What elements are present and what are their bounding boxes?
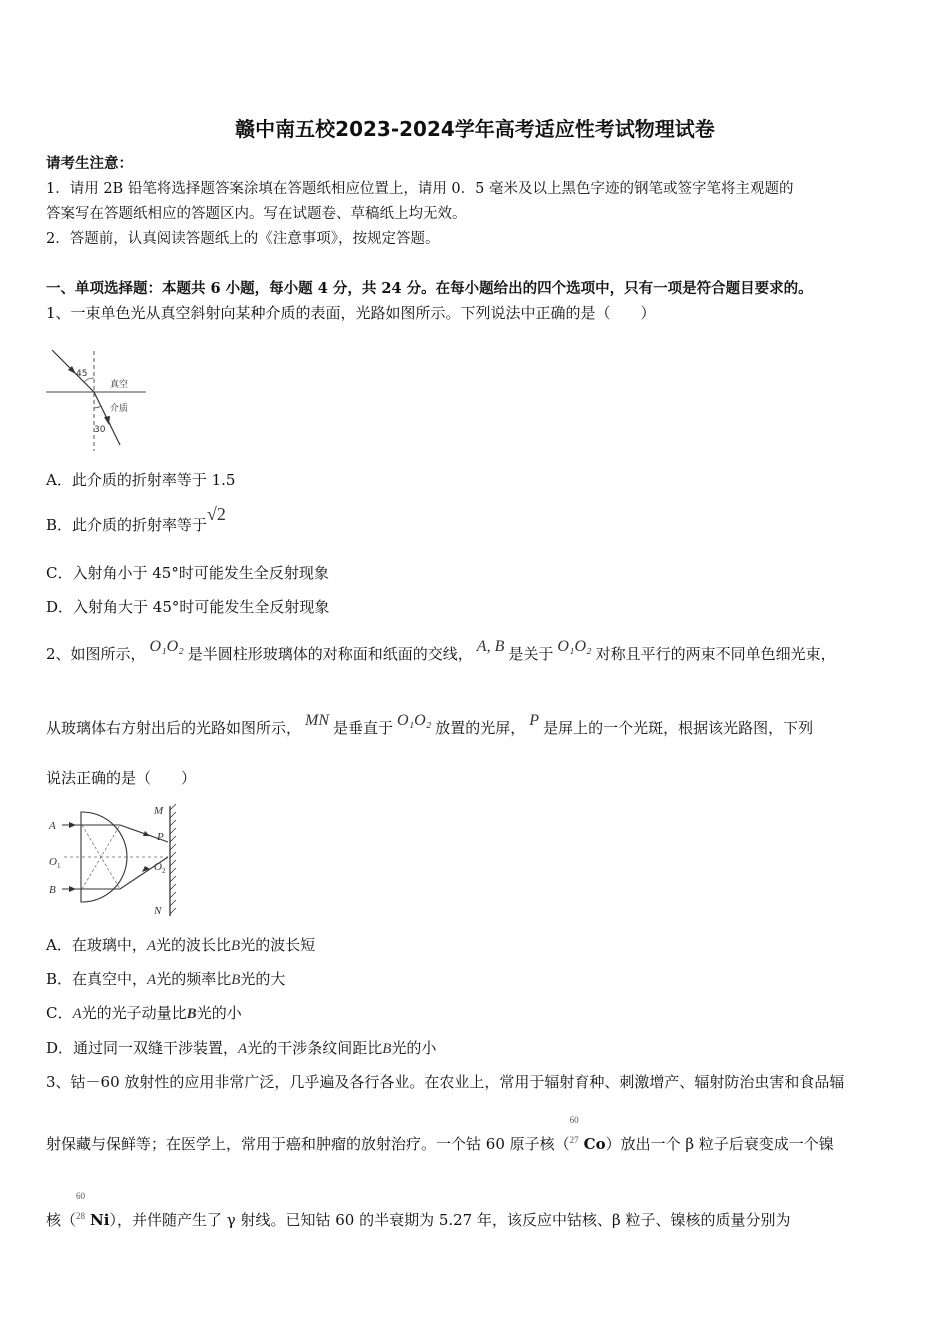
notice-line-2: 2．答题前，认真阅读答题纸上的《注意事项》，按规定答题。 [46, 231, 440, 247]
q2-option-math: A [238, 1041, 248, 1057]
page-title: 赣中南五校2023-2024学年高考适应性考试物理试卷 [235, 117, 715, 141]
q3-ni-mass: 60 [76, 1191, 86, 1201]
q2-label-a: A [49, 820, 56, 832]
q2-text: 放置的光屏， [435, 719, 526, 737]
q3-co-symbol: Co [583, 1135, 606, 1153]
q1-medium-label: 介质 [110, 404, 129, 414]
q2-option-text: D．通过同一双缝干涉装置， [46, 1039, 239, 1057]
q2-label-n: N [154, 905, 162, 917]
q2-label-b: B [49, 884, 56, 896]
q2-text: 对称且平行的两束不同单色细光束， [595, 645, 836, 663]
q2-option-text: 光的干涉条纹间距比 [247, 1039, 383, 1057]
q2-math-ab: A, B [476, 638, 505, 655]
q2-option-text: B．在真空中， [46, 970, 148, 988]
q2-stem-line-1 [46, 638, 836, 664]
notice-line-1a: 1．请用 2B 铅笔将选择题答案涂填在答题纸相应位置上，请用 0．5 毫米及以上黑色字迹的钢笔或签字笔将主观题的 [46, 181, 794, 197]
q2-screen-hatch [170, 804, 176, 914]
q2-option-d [46, 1037, 436, 1058]
q2-math-mn: MN [305, 712, 330, 729]
q1-stem: 1、一束单色光从真空斜射向某种介质的表面，光路如图所示。下列说法中正确的是（ ） [46, 304, 656, 322]
q2-ray-a-out-arrow [143, 831, 150, 836]
q2-option-b [46, 968, 285, 989]
q2-text: 是半圆柱形玻璃体的对称面和纸面的交线， [187, 645, 473, 663]
section-heading: 一、单项选择题：本题共 6 小题，每小题 4 分，共 24 分。在每小题给出的四个选项中，只有一项是符合题目要求的。 [46, 280, 813, 297]
q2-label-o1: O [49, 856, 57, 868]
q3-ni-symbol: Ni [90, 1211, 110, 1229]
q2-ray-a-arrow [69, 822, 76, 828]
q2-label-o1-sub: 1 [57, 862, 61, 870]
q3-text: ），并伴随产生了 γ 射线。已知钴 60 的半衰期为 5.27 年，该反应中钴核、β 粒子、镍核的质量分别为 [109, 1211, 791, 1229]
q2-label-p: P [157, 831, 164, 843]
q2-text: 是垂直于 [333, 719, 394, 737]
q2-ray-b-arrow [69, 886, 76, 892]
q2-option-math: B [186, 1006, 197, 1022]
q2-option-math: A [72, 1006, 82, 1022]
q2-option-math: B [382, 1041, 392, 1057]
q3-text: ）放出一个 β 粒子后衰变成一个镍 [605, 1135, 834, 1153]
q1-option-b [46, 504, 226, 535]
q2-option-a [46, 934, 315, 955]
q3-co-z: 27 [569, 1135, 579, 1145]
q1-option-b-math: √2 [207, 504, 226, 524]
q3-co-mass: 60 [569, 1115, 579, 1125]
q3-co-notation [569, 1115, 584, 1149]
q2-option-text: 光的波长短 [240, 936, 316, 954]
q2-option-text: 光的大 [240, 970, 286, 988]
q1-option-d: D．入射角大于 45°时可能发生全反射现象 [46, 598, 330, 616]
q1-refracted-arrow [104, 416, 110, 425]
q2-option-text: A．在玻璃中， [46, 936, 147, 954]
q3-line-2 [46, 1115, 834, 1154]
q1-angle-45-label: 45 [76, 369, 88, 379]
q2-option-c [46, 1002, 242, 1023]
q2-math-p: P [529, 712, 540, 729]
q1-option-b-text: B．此介质的折射率等于 [46, 516, 208, 534]
q2-option-text: 光的频率比 [156, 970, 232, 988]
q1-angle-30-label: 30 [94, 425, 106, 435]
q2-label-m: M [154, 805, 164, 817]
q2-math-o1o2: O₁O₂ [149, 638, 184, 655]
q3-ni-notation [76, 1191, 90, 1225]
q2-label-o2: O [154, 861, 162, 873]
q3-line-1: 3、钴－60 放射性的应用非常广泛，几乎遍及各行各业。在农业上，常用于辐射育种、刺激增产、辐射防治虫害和食品辐 [46, 1073, 845, 1091]
q2-text: 是关于 [508, 645, 554, 663]
q1-option-c: C．入射角小于 45°时可能发生全反射现象 [46, 564, 329, 582]
q2-option-math: B [231, 938, 241, 954]
q3-text: 核（ [46, 1211, 77, 1229]
q2-text: 2、如图所示， [46, 645, 146, 663]
q2-stem-line-2 [46, 712, 814, 738]
q2-option-text: 光的波长比 [156, 936, 232, 954]
q2-option-math: A [146, 938, 157, 954]
q2-glass-figure [46, 800, 186, 920]
q1-refraction-figure [46, 345, 146, 455]
q2-label-o2-sub: 2 [162, 867, 166, 875]
q3-ni-z: 28 [76, 1211, 86, 1221]
q3-text: 射保藏与保鲜等；在医学上，常用于癌和肿瘤的放射治疗。一个钴 60 原子核（ [46, 1135, 570, 1153]
notice-line-1b: 答案写在答题纸相应的答题区内。写在试题卷、草稿纸上均无效。 [46, 206, 467, 222]
q2-stem-line-3: 说法正确的是（ ） [46, 769, 197, 787]
q2-option-math: B [231, 972, 241, 988]
q2-option-math: A [147, 972, 157, 988]
q1-angle-arc-bottom [94, 406, 101, 408]
q2-math-o1o2: O₁O₂ [557, 638, 592, 655]
q1-option-a: A．此介质的折射率等于 1.5 [46, 471, 236, 489]
q3-line-3 [46, 1191, 791, 1230]
q2-math-o1o2: O₁O₂ [397, 712, 432, 729]
q2-option-text: 光的光子动量比 [81, 1004, 187, 1022]
q2-text: 是屏上的一个光斑，根据该光路图，下列 [543, 719, 814, 737]
q2-option-text: C． [46, 1004, 73, 1022]
q1-vacuum-label: 真空 [110, 380, 129, 390]
q2-text: 从玻璃体右方射出后的光路如图所示， [46, 719, 302, 737]
q2-option-text: 光的小 [391, 1039, 437, 1057]
notice-heading: 请考生注意： [46, 155, 133, 172]
q2-option-text: 光的小 [196, 1004, 242, 1022]
